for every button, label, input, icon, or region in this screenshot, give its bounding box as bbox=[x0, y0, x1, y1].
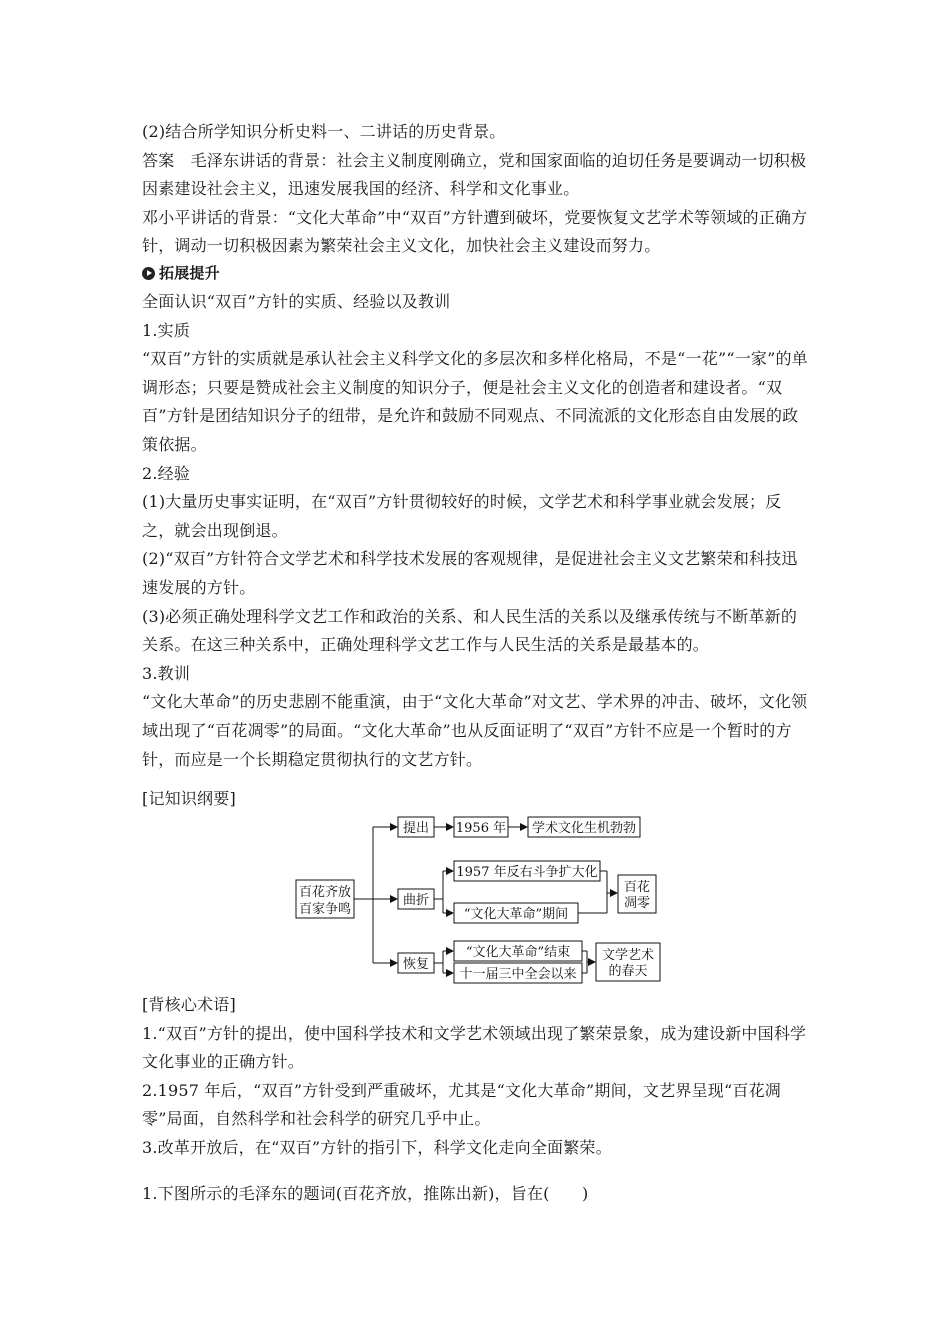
question-2: (2)结合所学知识分析史料一、二讲话的历史背景。 bbox=[142, 122, 506, 141]
exercise-question-1: 1.下图所示的毛泽东的题词(百花齐放，推陈出新)，旨在( ) bbox=[142, 1184, 589, 1203]
play-circle-icon bbox=[142, 267, 155, 280]
section-lesson-text: “文化大革命”的历史悲剧不能重演，由于“文化大革命”对文艺、学术界的冲击、破坏，文化领域出现了“百花凋零”的局面。“文化大革命”也从反面证明了“双百”方针不应是一个暂时的方针，而应是一个长期稳定贯彻执行的文艺方针。 bbox=[142, 692, 808, 769]
outline-label: [记知识纲要] bbox=[142, 789, 236, 808]
section-experience-title: 2.经验 bbox=[142, 463, 191, 483]
expansion-heading bbox=[142, 259, 812, 288]
cr-period-label: “文化大革命”期间 bbox=[463, 907, 569, 922]
answer-deng: 邓小平讲话的背景：“文化大革命”中“双百”方针遭到破坏，党要恢复文艺学术等领域的正确方针，调动一切积极因素为繁荣社会主义文化，加快社会主义建设而努力。 bbox=[142, 207, 808, 256]
section-lesson-title: 3.教训 bbox=[142, 663, 191, 683]
section-essence-text: “双百”方针的实质就是承认社会主义科学文化的多层次和多样化格局，不是“一花”“一家”的单调形态；只要是赞成社会主义制度的知识分子，便是社会主义文化的创造者和建设者。“双百”方针是团结知识分子的纽带，是允许和鼓励不同观点、不同流派的文化形态自由发展的政策依据。 bbox=[142, 349, 808, 454]
experience-point-1: (1)大量历史事实证明，在“双百”方针贯彻较好的时候，文学艺术和科学事业就会发展；反之，就会出现倒退。 bbox=[142, 492, 782, 540]
memorize-item-2: 2.1957 年后，“双百”方针受到严重破坏，尤其是“文化大革命”期间，文艺界呈现“百花凋零”局面，自然科学和社会科学的研究几乎中止。 bbox=[142, 1080, 781, 1129]
section-essence-title: 1.实质 bbox=[142, 320, 191, 340]
expansion-section bbox=[142, 288, 812, 774]
plenum-label: 十一届三中全会以来 bbox=[459, 967, 577, 982]
recover-label: 恢复 bbox=[402, 957, 430, 972]
answer-section bbox=[142, 118, 812, 261]
experience-point-2: (2)“双百”方针符合文学艺术和科学技术发展的客观规律，是促进社会主义文艺繁荣和科技迅速发展的方针。 bbox=[142, 549, 798, 597]
expansion-heading-text: 拓展提升 bbox=[159, 264, 220, 282]
expansion-title: 全面认识“双百”方针的实质、经验以及教训 bbox=[142, 292, 451, 311]
root-line-2: 百家争鸣 bbox=[298, 902, 352, 917]
year-1956-label: 1956 年 bbox=[455, 821, 507, 836]
spring-line-1: 文学艺术 bbox=[601, 948, 655, 963]
memorize-item-1: 1.“双百”方针的提出，使中国科学技术和文学艺术领域出现了繁荣景象，成为建设新中国科学文化事业的正确方针。 bbox=[142, 1023, 807, 1072]
outline-diagram bbox=[293, 815, 663, 985]
outline-diagram-svg bbox=[293, 815, 663, 985]
spring-line-2: 的春天 bbox=[608, 964, 648, 979]
answer-label: 答案 bbox=[142, 150, 175, 170]
memorize-item-3: 3.改革开放后，在“双百”方针的指引下，科学文化走向全面繁荣。 bbox=[142, 1137, 612, 1157]
memorize-label: [背核心术语] bbox=[142, 995, 236, 1014]
memorize-section bbox=[142, 991, 812, 1163]
answer-mao-text: 毛泽东讲话的背景：社会主义制度刚确立，党和国家面临的迫切任务是要调动一切积极因素建设社会主义，迅速发展我国的经济、科学和文化事业。 bbox=[142, 150, 807, 199]
twist-label: 曲折 bbox=[402, 893, 430, 908]
wither-line-1: 百花 bbox=[623, 880, 651, 895]
year-1957-label: 1957 年反右斗争扩大化 bbox=[456, 865, 598, 880]
academic-label: 学术文化生机勃勃 bbox=[531, 821, 637, 836]
answer-mao bbox=[142, 147, 812, 204]
wither-line-2: 凋零 bbox=[623, 896, 651, 911]
cr-end-label: “文化大革命”结束 bbox=[465, 945, 571, 960]
propose-label: 提出 bbox=[402, 821, 430, 836]
root-line-1: 百花齐放 bbox=[298, 885, 352, 900]
experience-point-3: (3)必须正确处理科学文艺工作和政治的关系、和人民生活的关系以及继承传统与不断革新的关系。在这三种关系中，正确处理科学文艺工作与人民生活的关系是最基本的。 bbox=[142, 606, 798, 655]
